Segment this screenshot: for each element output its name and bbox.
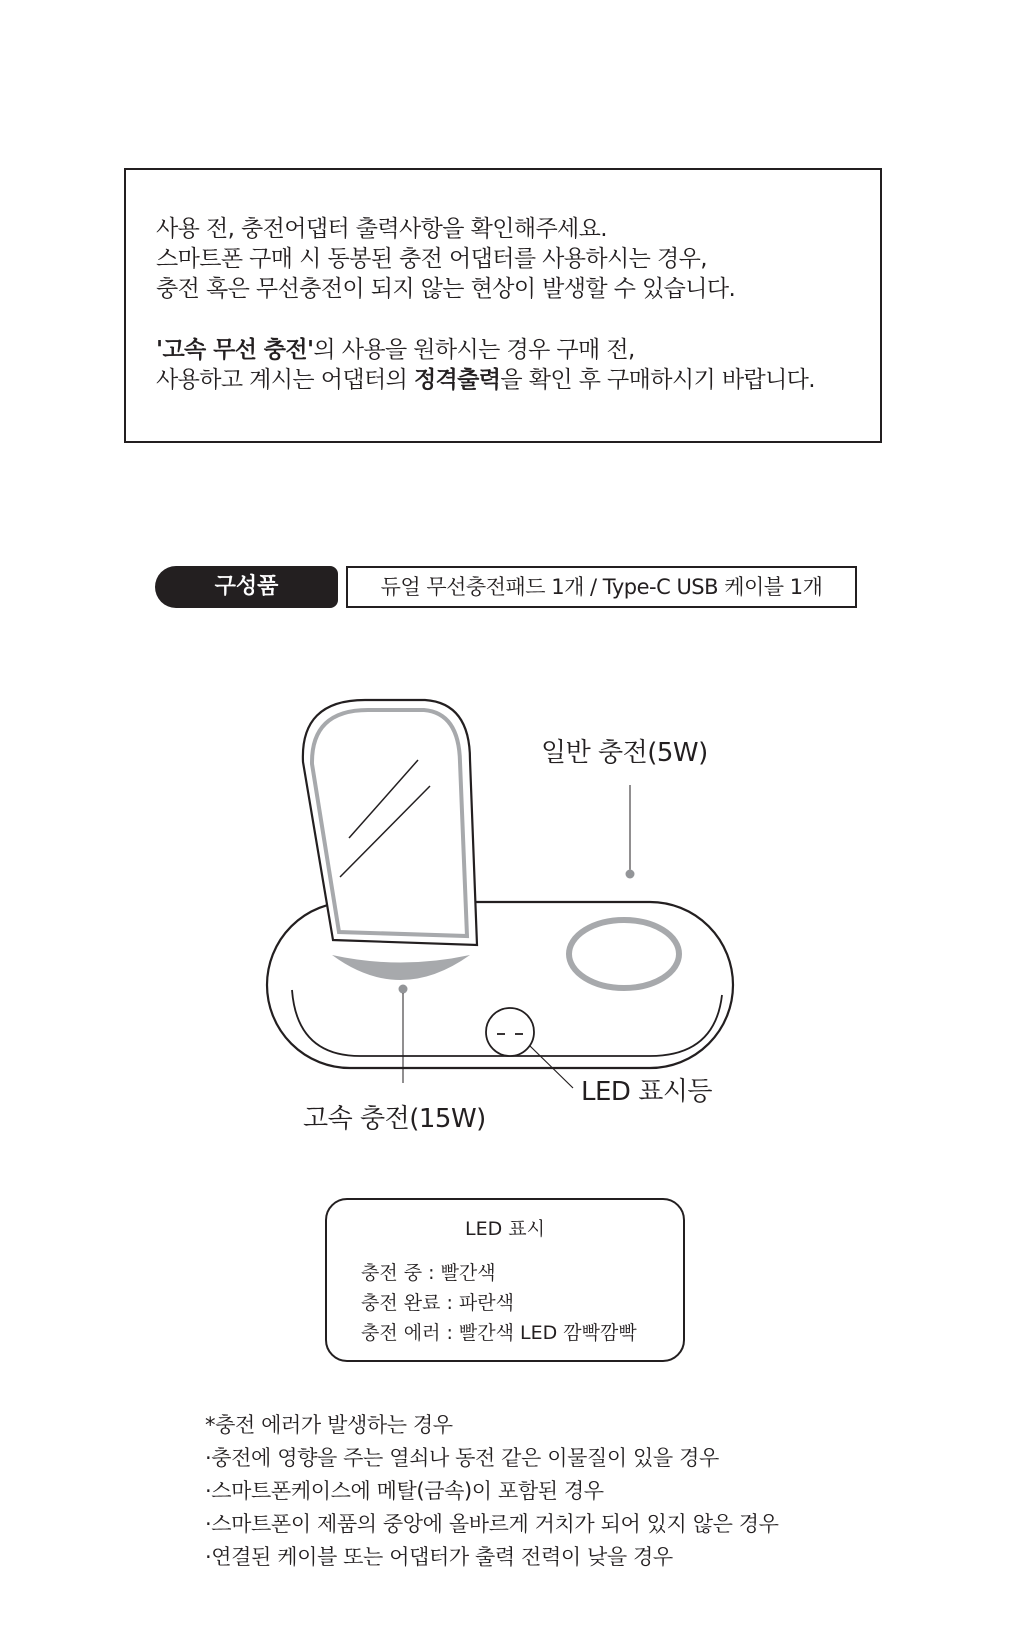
fast-charge-label: 고속 충전(15W) — [303, 1104, 486, 1134]
led-indicator-label: LED 표시등 — [581, 1077, 713, 1107]
components-label: 구성품 — [155, 566, 338, 608]
notice-text: 의 사용을 원하시는 경우 구매 전, — [313, 337, 635, 363]
led-info-box — [325, 1198, 685, 1362]
notice-line — [156, 365, 815, 395]
led-charging: 충전 중 : 빨간색 — [361, 1262, 496, 1284]
charger-stand-outer — [303, 700, 477, 945]
fast-wireless-highlight: '고속 무선 충전' — [156, 337, 314, 363]
error-item: ·충전에 영향을 주는 열쇠나 동전 같은 이물질이 있을 경우 — [205, 1446, 719, 1470]
normal-charge-label: 일반 충전(5W) — [541, 738, 708, 768]
led-callout-circle — [486, 1008, 534, 1056]
led-error: 충전 에러 : 빨간색 LED 깜빡깜빡 — [361, 1322, 637, 1344]
led-title: LED 표시 — [465, 1218, 545, 1240]
notice-line: 스마트폰 구매 시 동봉된 충전 어댑터를 사용하시는 경우, — [156, 246, 707, 272]
notice-box — [124, 168, 882, 443]
notice-text: 을 확인 후 구매하시기 바랍니다. — [500, 367, 816, 393]
error-item: ·연결된 케이블 또는 어댑터가 출력 전력이 낮을 경우 — [205, 1545, 673, 1569]
led-complete: 충전 완료 : 파란색 — [361, 1292, 514, 1314]
notice-text: 사용하고 계시는 어댑터의 — [156, 367, 414, 393]
notice-line: 충전 혹은 무선충전이 되지 않는 현상이 발생할 수 있습니다. — [156, 276, 736, 302]
notice-line: 사용 전, 충전어댑터 출력사항을 확인해주세요. — [156, 216, 608, 242]
error-item: ·스마트폰이 제품의 중앙에 올바르게 거치가 되어 있지 않은 경우 — [205, 1512, 779, 1536]
error-item: ·스마트폰케이스에 메탈(금속)이 포함된 경우 — [205, 1479, 604, 1503]
notice-line — [156, 335, 635, 365]
error-heading: *충전 에러가 발생하는 경우 — [205, 1413, 453, 1437]
components-value: 듀얼 무선충전패드 1개 / Type-C USB 케이블 1개 — [346, 566, 857, 608]
normal-charge-dot — [626, 870, 635, 879]
fast-charge-dot — [399, 985, 408, 994]
rated-output-highlight: 정격출력 — [413, 367, 501, 393]
charger-illustration — [0, 660, 1024, 1140]
